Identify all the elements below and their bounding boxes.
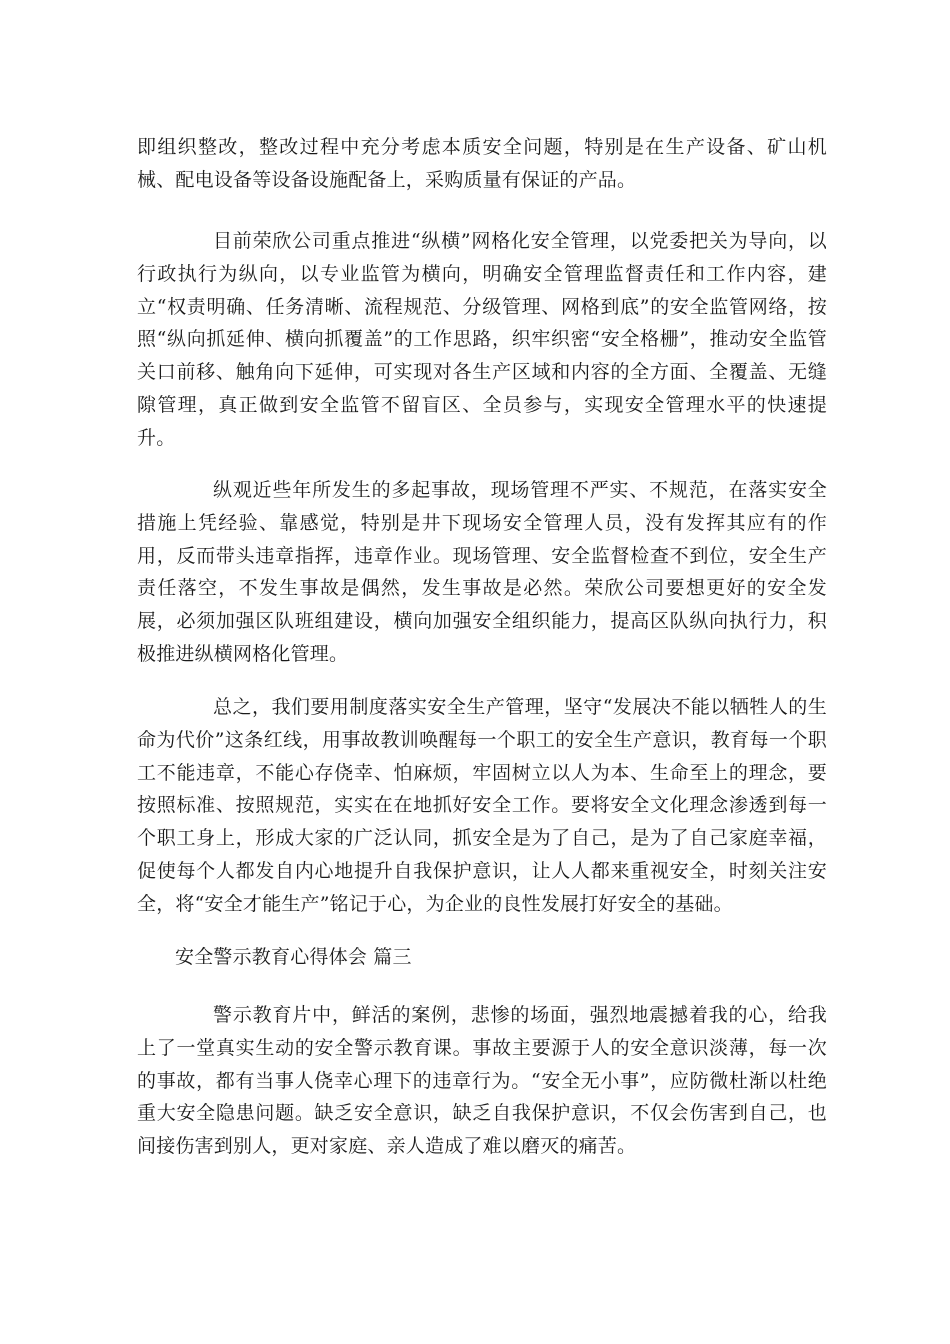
paragraph-2: 目前荣欣公司重点推进“纵横”网格化安全管理，以党委把关为导向，以行政执行为纵向，以专业监管为横向，明确安全管理监督责任和工作内容，建立“权责明确、任务清晰、流程规范、分级管理、网格到底”的安全监管网络，按照“纵向抓延伸、横向抓覆盖”的工作思路，织牢织密“安全格栅”，推动安全监管关口前移、触角向下延伸，可实现对各生产区域和内容的全方面、全覆盖、无缝隙管理，真正做到安全监管不留盲区、全员参与，实现安全管理水平的快速提升。: [137, 230, 827, 449]
paragraph-1: 即组织整改，整改过程中充分考虑本质安全问题，特别是在生产设备、矿山机械、配电设备等设备设施配备上，采购质量有保证的产品。: [137, 136, 827, 191]
section-heading: 安全警示教育心得体会 篇三: [175, 946, 412, 968]
paragraph-3: 纵观近些年所发生的多起事故，现场管理不严实、不规范，在落实安全措施上凭经验、靠感觉，特别是井下现场安全管理人员，没有发挥其应有的作用，反而带头违章指挥，违章作业。现场管理、安全监督检查不到位，安全生产责任落空，不发生事故是偶然，发生事故是必然。荣欣公司要想更好的安全发展，必须加强区队班组建设，横向加强安全组织能力，提高区队纵向执行力，积极推进纵横网格化管理。: [137, 479, 827, 665]
paragraph-5: 警示教育片中，鲜活的案例，悲惨的场面，强烈地震撼着我的心，给我上了一堂真实生动的安全警示教育课。事故主要源于人的安全意识淡薄，每一次的事故，都有当事人侥幸心理下的违章行为。“安全无小事”，应防微杜渐以杜绝重大安全隐患问题。缺乏安全意识，缺乏自我保护意识，不仅会伤害到自己，也间接伤害到别人，更对家庭、亲人造成了难以磨灭的痛苦。: [137, 1004, 827, 1158]
paragraph-4: 总之，我们要用制度落实安全生产管理，坚守“发展决不能以牺牲人的生命为代价”这条红线，用事故教训唤醒每一个职工的安全生产意识，教育每一个职工不能违章，不能心存侥幸、怕麻烦，牢固树立以人为本、生命至上的理念，要按照标准、按照规范，实实在在地抓好安全工作。要将安全文化理念渗透到每一个职工身上，形成大家的广泛认同，抓安全是为了自己，是为了自己家庭幸福，促使每个人都发自内心地提升自我保护意识，让人人都来重视安全，时刻关注安全，将“安全才能生产”铭记于心，为企业的良性发展打好安全的基础。: [137, 696, 827, 915]
